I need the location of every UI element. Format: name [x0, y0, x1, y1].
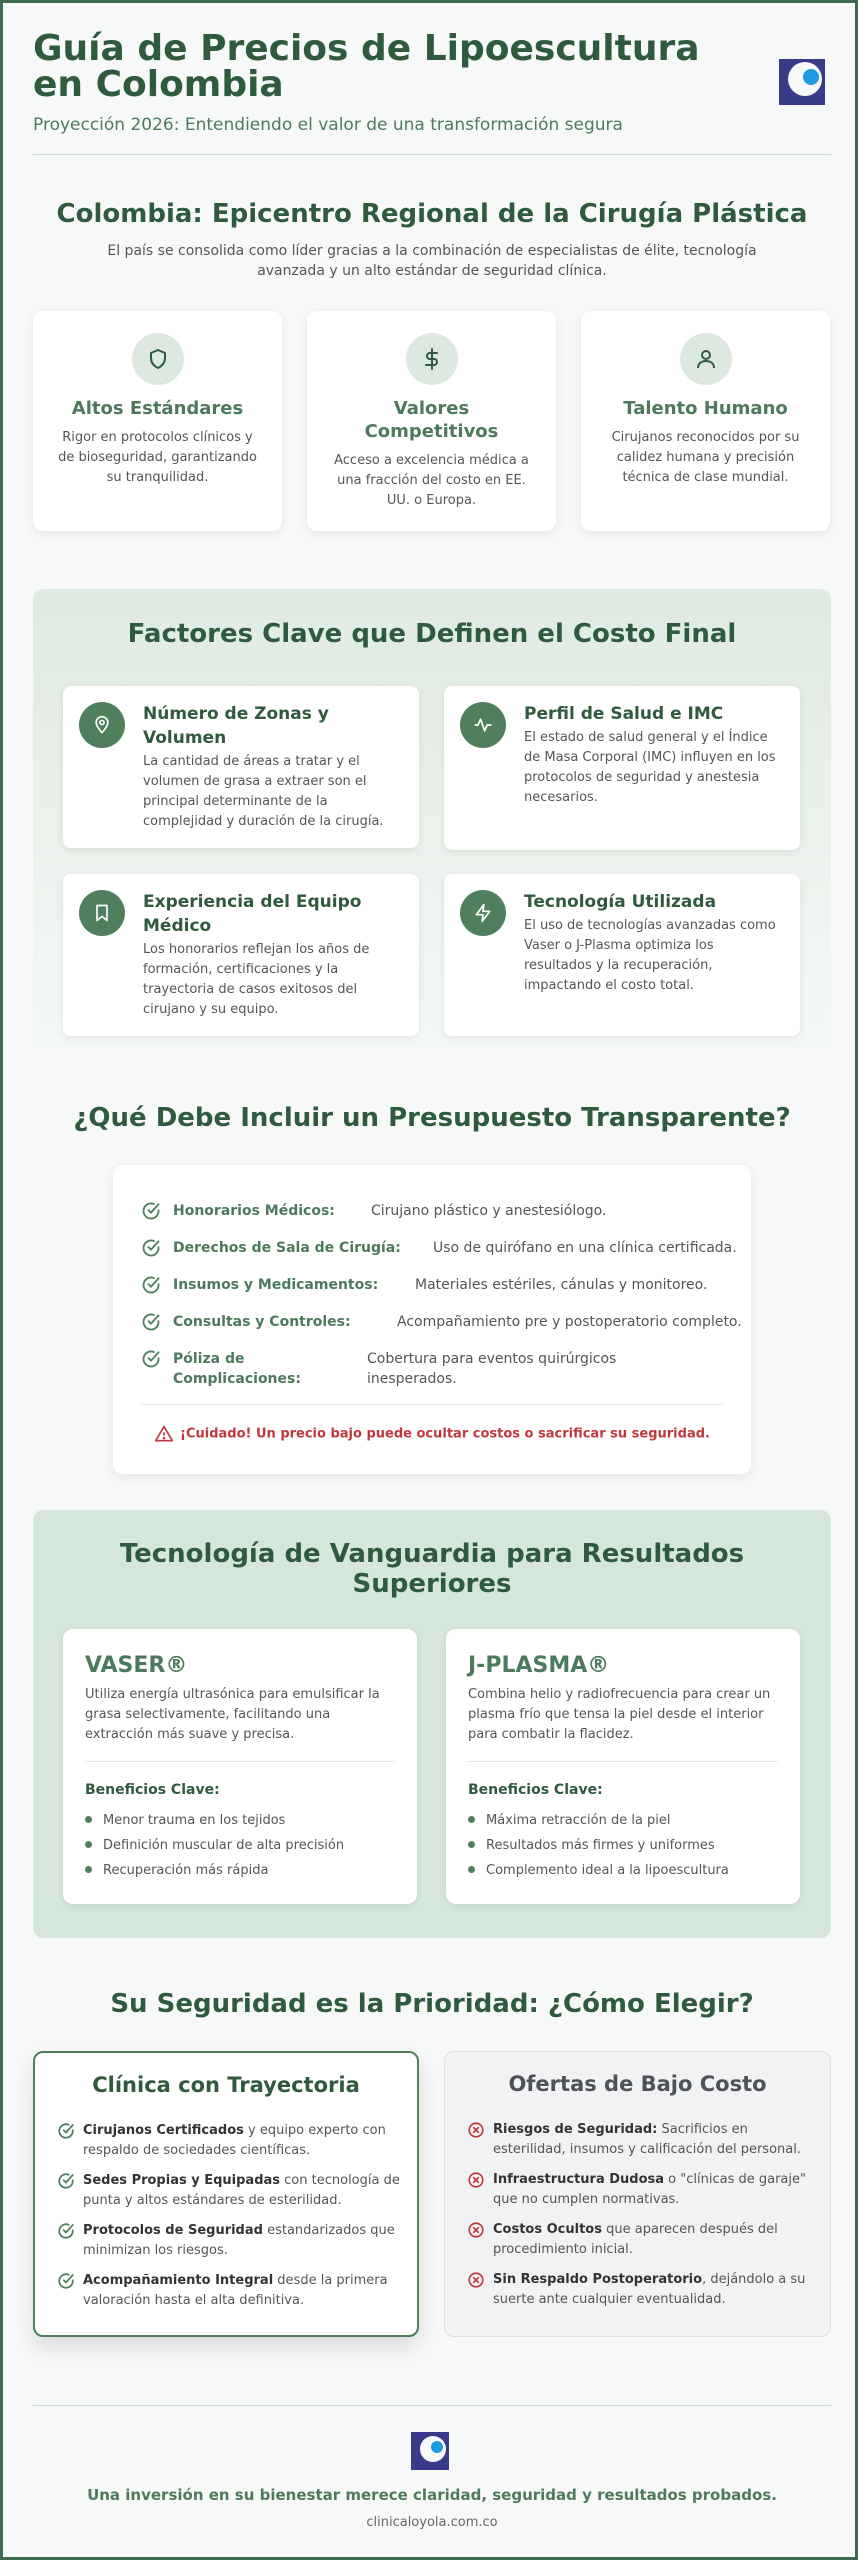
- check-circle-icon: [141, 1275, 161, 1295]
- user-icon: [680, 333, 732, 385]
- check-circle-icon: [141, 1349, 161, 1369]
- dollar-icon: [406, 333, 458, 385]
- low-cost-offers-card: [444, 2051, 831, 2337]
- benefit-item: Menor trauma en los tejidos: [85, 1813, 285, 1828]
- card-text: Rigor en protocolos clínicos y de bioseguridad, garantizando su tranquilidad.: [58, 430, 257, 485]
- benefit-item: Resultados más firmes y uniformes: [468, 1838, 715, 1853]
- epicenter-title: Colombia: Epicentro Regional de la Cirugía Plástica: [56, 199, 808, 229]
- con-item: Infraestructura Dudosa o "clínicas de garaje" que no cumplen normativas.: [493, 2170, 813, 2210]
- factor-title: Perfil de Salud e IMC: [524, 704, 724, 724]
- benefit-item: Definición muscular de alta precisión: [85, 1838, 344, 1853]
- bullet-icon: [468, 1841, 475, 1848]
- factor-card: [444, 874, 800, 1036]
- bullet-icon: [468, 1866, 475, 1873]
- jplasma-card: [446, 1629, 800, 1904]
- bullet-icon: [468, 1816, 475, 1823]
- budget-item-label: Derechos de Sala de Cirugía:: [173, 1240, 401, 1256]
- activity-icon: [460, 702, 506, 748]
- budget-warning: [113, 1424, 751, 1444]
- check-circle-icon: [141, 1238, 161, 1258]
- location-pin-icon: [79, 702, 125, 748]
- card-title: Clínica con Trayectoria: [92, 2073, 360, 2097]
- benefit-item: Complemento ideal a la lipoescultura: [468, 1863, 729, 1878]
- footer-divider: [33, 2405, 831, 2406]
- pro-item: Protocolos de Seguridad estandarizados que minimizan los riesgos.: [83, 2221, 403, 2261]
- budget-item-label: Consultas y Controles:: [173, 1314, 351, 1330]
- budget-item-value: Acompañamiento pre y postoperatorio completo.: [397, 1314, 742, 1330]
- factor-title: Tecnología Utilizada: [524, 892, 717, 912]
- budget-item-value: inesperados.: [367, 1371, 457, 1387]
- budget-card: [113, 1165, 751, 1474]
- card-title: Valores Competitivos: [364, 398, 499, 442]
- page-title: Guía de Precios de Lipoescultura en Colombia: [33, 28, 700, 105]
- benefits-title: Beneficios Clave:: [85, 1782, 220, 1798]
- check-circle-icon: [57, 2172, 75, 2190]
- factor-card: [63, 874, 419, 1036]
- factor-card: [63, 686, 419, 848]
- bullet-icon: [85, 1866, 92, 1873]
- check-circle-icon: [57, 2122, 75, 2140]
- factor-title: Experiencia del Equipo Médico: [143, 892, 362, 936]
- factor-text: El uso de tecnologías avanzadas como Vaser o J-Plasma optimiza los resultados y la recuperación, impactando el costo total.: [524, 918, 776, 993]
- con-item: Sin Respaldo Postoperatorio, dejándolo a su suerte ante cualquier eventualidad.: [493, 2270, 813, 2310]
- factor-title: Número de Zonas y Volumen: [143, 704, 329, 748]
- header-divider: [33, 154, 831, 155]
- check-circle-icon: [57, 2272, 75, 2290]
- page-header: [33, 28, 831, 135]
- footer-url[interactable]: clinicaloyola.com.co: [366, 2515, 498, 2530]
- card-title: Talento Humano: [623, 398, 788, 419]
- x-circle-icon: [467, 2171, 485, 2189]
- budget-divider: [141, 1404, 723, 1405]
- x-circle-icon: [467, 2121, 485, 2139]
- benefit-item: Recuperación más rápida: [85, 1863, 268, 1878]
- factor-text: Los honorarios reflejan los años de formación, certificaciones y la trayectoria de casos exitosos del cirujano y su equipo.: [143, 942, 370, 1017]
- clinic-logo-icon[interactable]: [407, 2428, 453, 2474]
- page-subtitle: Proyección 2026: Entendiendo el valor de una transformación segura: [33, 115, 623, 135]
- card-title: Ofertas de Bajo Costo: [508, 2072, 767, 2096]
- benefits-title: Beneficios Clave:: [468, 1782, 603, 1798]
- check-circle-icon: [141, 1201, 161, 1221]
- tech-description: Utiliza energía ultrasónica para emulsificar la grasa selectivamente, facilitando una extracción más suave y precisa.: [85, 1687, 380, 1742]
- technology-title: Tecnología de Vanguardia para Resultados Superiores: [119, 1539, 745, 1599]
- budget-item-label: Póliza de: [173, 1351, 245, 1367]
- budget-item-label: Insumos y Medicamentos:: [173, 1277, 379, 1293]
- budget-item-value: Materiales estériles, cánulas y monitoreo.: [415, 1277, 708, 1293]
- pro-item: Sedes Propias y Equipadas con tecnología de punta y altos estándares de esterilidad.: [83, 2171, 403, 2211]
- factor-text: La cantidad de áreas a tratar y el volumen de grasa a extraer son el principal determinante de la complejidad y duración de la cirugía.: [143, 754, 384, 829]
- warning-icon: [154, 1424, 174, 1444]
- footer-tagline: Una inversión en su bienestar merece claridad, seguridad y resultados probados.: [87, 2486, 777, 2504]
- check-circle-icon: [57, 2222, 75, 2240]
- pro-item: Cirujanos Certificados y equipo experto con respaldo de sociedades científicas.: [83, 2121, 403, 2161]
- tech-name: J-PLASMA®: [468, 1653, 610, 1678]
- trusted-clinic-card: [33, 2051, 419, 2337]
- tech-divider: [468, 1761, 778, 1762]
- shield-icon: [132, 333, 184, 385]
- benefit-item: Máxima retracción de la piel: [468, 1813, 671, 1828]
- tech-name: VASER®: [85, 1653, 188, 1678]
- values-card: [307, 311, 556, 531]
- card-text: Cirujanos reconocidos por su calidez humana y precisión técnica de clase mundial.: [611, 430, 800, 485]
- tech-description: Combina helio y radiofrecuencia para crear un plasma frío que tensa la piel desde el interior para combatir la flacidez.: [468, 1687, 771, 1742]
- warning-text: ¡Cuidado! Un precio bajo puede ocultar costos o sacrificar su seguridad.: [180, 1426, 710, 1442]
- budget-item-label: Honorarios Médicos:: [173, 1203, 335, 1219]
- x-circle-icon: [467, 2221, 485, 2239]
- factors-title: Factores Clave que Definen el Costo Final: [127, 619, 737, 649]
- budget-item-value: Cirujano plástico y anestesiólogo.: [371, 1203, 607, 1219]
- epicenter-description: El país se consolida como líder gracias a la combinación de especialistas de élite, tecnología avanzada y un alto estándar de seguridad clínica.: [107, 243, 757, 279]
- card-title: Altos Estándares: [71, 398, 244, 419]
- x-circle-icon: [467, 2271, 485, 2289]
- con-item: Riesgos de Seguridad: Sacrificios en esterilidad, insumos y calificación del personal.: [493, 2120, 813, 2160]
- factor-text: El estado de salud general y el Índice de Masa Corporal (IMC) influyen en los protocolos de seguridad y anestesia necesarios.: [524, 730, 776, 805]
- budget-title: ¿Qué Debe Incluir un Presupuesto Transparente?: [73, 1103, 791, 1133]
- standards-card: [33, 311, 282, 531]
- tech-divider: [85, 1761, 395, 1762]
- budget-item-label: Complicaciones:: [173, 1371, 301, 1387]
- card-text: Acceso a excelencia médica a una fracción del costo en EE. UU. o Europa.: [334, 453, 529, 508]
- bullet-icon: [85, 1816, 92, 1823]
- lightning-icon: [460, 890, 506, 936]
- check-circle-icon: [141, 1312, 161, 1332]
- talent-card: [581, 311, 830, 531]
- factor-card: [444, 686, 800, 850]
- bookmark-icon: [79, 890, 125, 936]
- con-item: Costos Ocultos que aparecen después del procedimiento inicial.: [493, 2220, 813, 2260]
- pro-item: Acompañamiento Integral desde la primera valoración hasta el alta definitiva.: [83, 2271, 403, 2311]
- bullet-icon: [85, 1841, 92, 1848]
- safety-title: Su Seguridad es la Prioridad: ¿Cómo Elegir?: [110, 1989, 754, 2019]
- vaser-card: [63, 1629, 417, 1904]
- budget-item-value: Cobertura para eventos quirúrgicos: [367, 1351, 617, 1367]
- clinic-logo-icon[interactable]: [773, 53, 831, 111]
- budget-item-value: Uso de quirófano en una clínica certificada.: [433, 1240, 737, 1256]
